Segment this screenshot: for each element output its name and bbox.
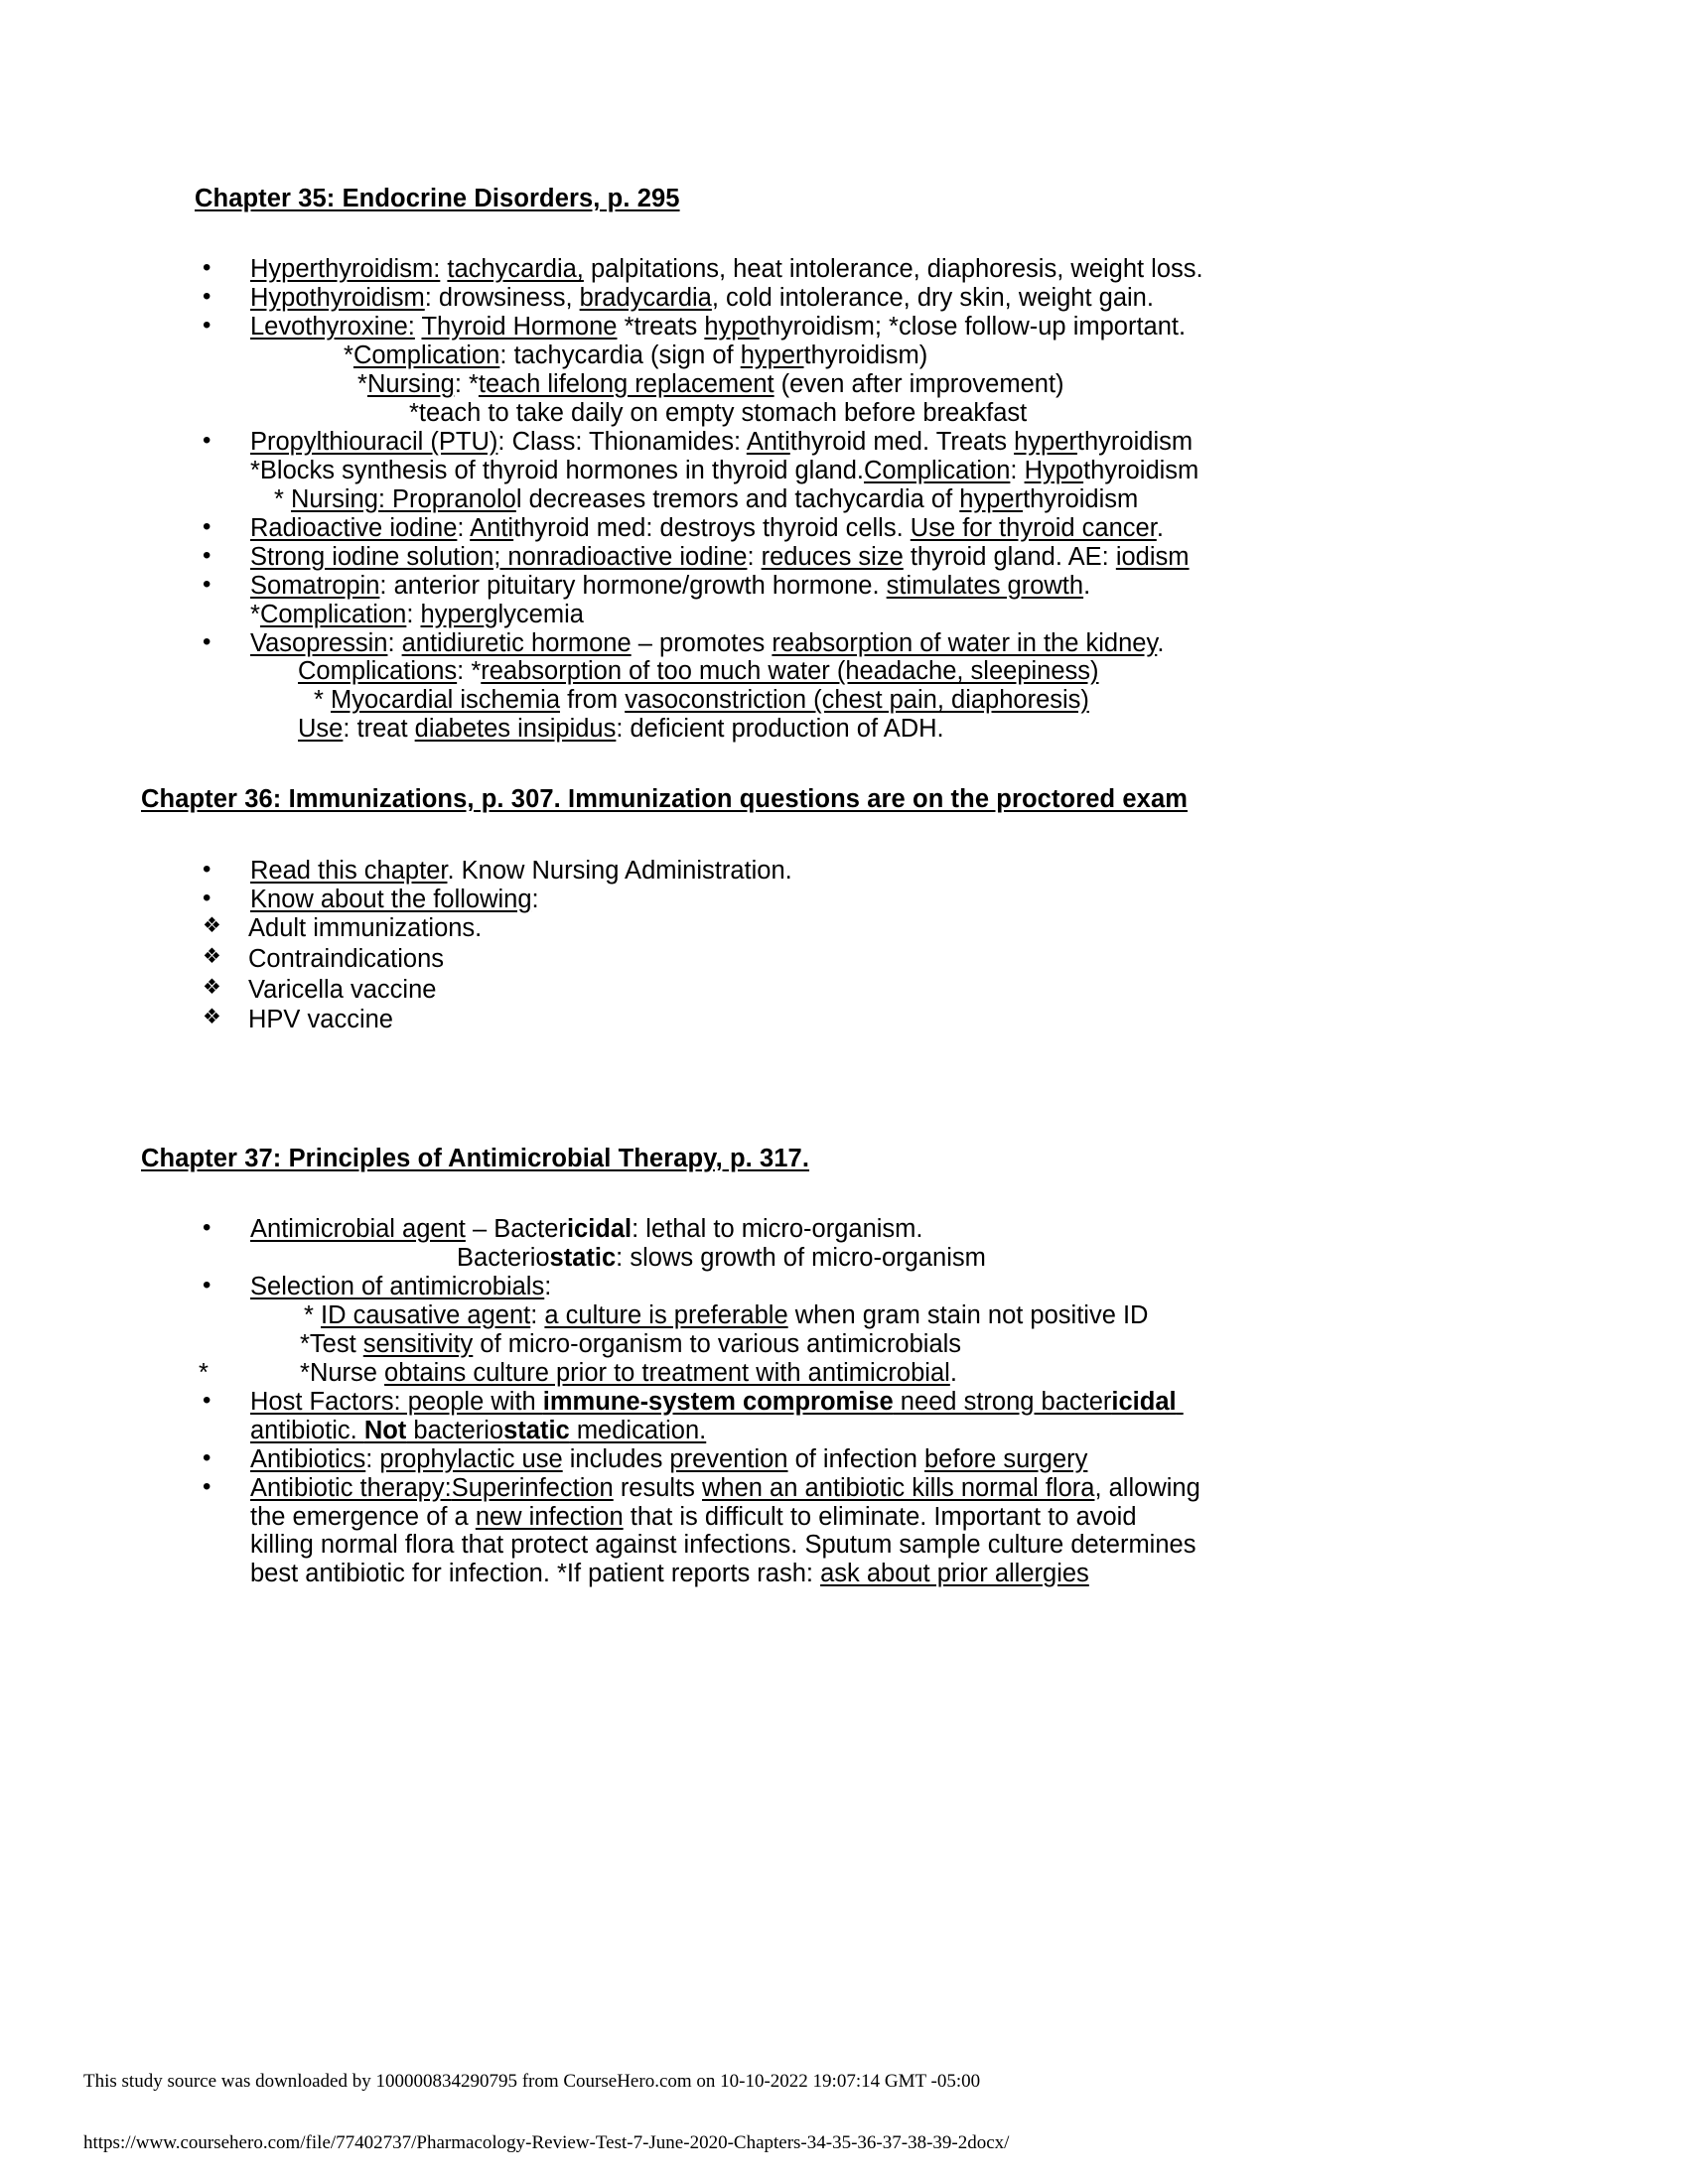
therapy-line2-b: that is difficult to eliminate. Important to avoid <box>623 1502 1137 1531</box>
ptu-complication-label: Complication <box>863 456 1011 484</box>
list-item-know-following <box>195 886 1505 914</box>
host-mid: need strong bacter <box>893 1387 1112 1416</box>
list-item-host-factors <box>195 1388 1505 1445</box>
vasopressin-complications-line <box>195 657 1505 686</box>
chapter-36-heading-block <box>141 785 1505 814</box>
test-sensitivity-line <box>195 1330 1505 1359</box>
ask-prior-allergies: ask about prior allergies <box>820 1560 1089 1588</box>
asterisk: * <box>344 341 353 370</box>
know-following-label: Know about the following <box>250 885 532 913</box>
complication-text: : tachycardia (sign of <box>499 341 741 370</box>
spacer <box>195 1035 1505 1145</box>
therapy-when-text: when an antibiotic kills normal flora <box>702 1473 1095 1502</box>
vaso-use-label: Use <box>298 715 344 744</box>
levothyroxine-class: Thyroid Hormone <box>421 313 618 341</box>
hyperthyroidism-label: Hyperthyroidism: <box>250 255 441 284</box>
vasopressin-use-line <box>195 715 1505 744</box>
sub-item-label: Varicella vaccine <box>248 975 437 1004</box>
nurse-star: * <box>300 1358 310 1387</box>
strong-iodine-reduces: reduces size <box>761 542 904 571</box>
agent-rest: : lethal to micro-organism. <box>632 1215 923 1244</box>
prophylactic-use: prophylactic use <box>379 1444 563 1473</box>
hypothyroidism-symptom: bradycardia <box>579 284 712 313</box>
vasopressin-text: – promotes <box>631 628 773 657</box>
list-item-antimicrobial-agent <box>195 1215 1505 1273</box>
antibiotics-includes: includes <box>562 1444 670 1473</box>
antibiotics-mid: : <box>365 1444 380 1473</box>
host-line2-b: bacterio <box>406 1416 504 1444</box>
somatropin-stimulates: stimulates growth <box>886 571 1084 600</box>
vaso-complications-mid: : * <box>457 657 482 686</box>
ptu-nursing-end: thyroidism <box>1023 484 1139 513</box>
spacer <box>195 213 1505 255</box>
new-infection-text: new infection <box>475 1502 624 1531</box>
nurse-obtains-culture-line <box>195 1359 1505 1388</box>
sub-item-label: HPV vaccine <box>248 1006 393 1034</box>
ptu-label: Propylthiouracil (PTU) <box>250 427 498 456</box>
vasopressin-label: Vasopressin <box>250 628 388 657</box>
chapter-37-heading: Chapter 37: Principles of Antimicrobial Therapy, p. 317. <box>141 1144 810 1172</box>
list-item-radioactive-iodine <box>195 514 1505 543</box>
somatropin-end: . <box>1083 571 1091 600</box>
myocardial-from: from <box>560 686 626 715</box>
hyperthyroidism-rest: palpitations, heat intolerance, diaphoresis, weight loss. <box>583 255 1203 284</box>
therapy-line3: killing normal flora that protect against infections. Sputum sample culture determines <box>250 1531 1196 1560</box>
id-culture-text: a culture is preferable <box>544 1300 788 1329</box>
list-item-somatropin <box>195 572 1505 629</box>
ptu-complication-mid: : <box>1010 456 1025 484</box>
chapter-37-bullet-list <box>195 1215 1505 1301</box>
superinfection-label: Superinfection <box>451 1473 614 1502</box>
list-item-hyperthyroidism <box>195 255 1505 284</box>
test-star: *Test <box>300 1329 363 1358</box>
id-causative-agent-line <box>195 1301 1505 1330</box>
radioactive-anti: Anti <box>470 513 514 542</box>
ptu-end: thyroidism <box>1076 427 1194 456</box>
radioactive-use: Use for thyroid cancer <box>910 513 1157 542</box>
ptu-class: : Class: Thionamides: <box>497 427 747 456</box>
ptu-anti: Anti <box>746 427 790 456</box>
therapy-line2 <box>250 1503 1505 1532</box>
nurse-obtains-text: obtains culture prior to treatment with antimicrobial <box>384 1358 950 1387</box>
list-item <box>195 913 1505 944</box>
vasopressin-myocardial-line <box>195 686 1505 715</box>
spacer <box>195 1173 1505 1215</box>
levothyroxine-treats: *treats <box>617 313 705 341</box>
therapy-line4 <box>250 1560 1505 1588</box>
levothyroxine-rest: thyroidism; *close follow-up important. <box>759 313 1187 341</box>
nursing-label: Nursing <box>366 370 455 399</box>
ptu-nursing-text: l decreases tremors and tachycardia of <box>515 484 960 513</box>
bacterio-rest: : slows growth of micro-organism <box>616 1244 986 1273</box>
levothyroxine-teach-daily-line: *teach to take daily on empty stomach before breakfast <box>409 399 1028 427</box>
somatropin-complication-end: glycemia <box>484 600 584 628</box>
therapy-line2-a: the emergence of a <box>250 1502 476 1531</box>
host-factors-label: Host Factors: people with <box>250 1387 543 1416</box>
radioactive-text: thyroid med: destroys thyroid cells. <box>513 513 911 542</box>
antibiotic-therapy-label: Antibiotic therapy: <box>250 1473 452 1502</box>
strong-iodine-text: thyroid gland. AE: <box>903 542 1116 571</box>
therapy-results: results <box>613 1473 703 1502</box>
chapter-35-heading-block <box>195 185 1505 213</box>
selection-label: Selection of antimicrobials <box>250 1273 545 1300</box>
document-content <box>141 185 1505 1588</box>
footer-credit-text: This study source was downloaded by 100000834290795 from CourseHero.com on 10-10-2022 19:07:14 GMT -05:00 <box>83 2071 981 2092</box>
somatropin-complication-mid: : <box>406 600 421 628</box>
list-item-read-chapter <box>195 857 1505 886</box>
host-not: Not <box>363 1416 407 1444</box>
nursing-mid: : * <box>454 370 479 399</box>
list-item-antibiotics <box>195 1445 1505 1474</box>
chapter-35-bullet-list-2 <box>195 428 1505 485</box>
levothyroxine-hypo: hypo <box>704 313 760 341</box>
list-item <box>195 975 1505 1006</box>
levothyroxine-complication-line <box>195 341 1505 370</box>
somatropin-complication-hyper: hyper <box>420 600 485 628</box>
hyperthyroidism-symptom: tachycardia, <box>447 255 584 284</box>
ptu-nursing-hyper: hyper <box>959 484 1024 513</box>
prevention-text: prevention <box>669 1444 788 1473</box>
host-line2-a: antibiotic. <box>250 1416 364 1444</box>
know-following-rest: : <box>531 885 539 913</box>
complication-end: thyroidism) <box>803 341 928 370</box>
strong-iodine-ae: iodism <box>1115 542 1190 571</box>
nurse-text: Nurse <box>309 1358 385 1387</box>
therapy-line4-a: best antibiotic for infection. *If patient reports rash: <box>250 1560 821 1588</box>
myocardial-ischemia: Myocardial ischemia <box>331 686 561 715</box>
radioactive-label: Radioactive iodine <box>250 513 458 542</box>
immune-system-compromise: immune-system compromise <box>542 1387 894 1416</box>
somatropin-complication-label: Complication <box>259 600 407 628</box>
therapy-allowing: , allowing <box>1094 1473 1200 1502</box>
antimicrobial-agent-label: Antimicrobial agent <box>250 1215 466 1244</box>
host-factors-line2 <box>250 1417 1505 1445</box>
selection-rest: : <box>544 1273 552 1300</box>
antibiotics-label: Antibiotics <box>250 1444 366 1473</box>
chapter-37-heading-block <box>141 1145 1505 1173</box>
nurse-end: . <box>949 1358 957 1387</box>
list-item-strong-iodine <box>195 543 1505 572</box>
ptu-complication-hypo: Hypo <box>1024 456 1084 484</box>
complication-label: Complication <box>352 341 500 370</box>
hypothyroidism-rest: , cold intolerance, dry skin, weight gain. <box>711 284 1154 313</box>
strong-iodine-mid: : <box>747 542 762 571</box>
read-chapter-rest: . Know Nursing Administration. <box>447 856 792 885</box>
agent-dash: – Bacter <box>465 1215 567 1244</box>
spacer <box>195 744 1505 785</box>
somatropin-complication-line <box>250 601 1505 629</box>
levothyroxine-nursing-line <box>195 370 1505 399</box>
antibiotics-of: of infection <box>787 1444 924 1473</box>
vaso-use-mid: : treat <box>343 715 415 744</box>
list-item-levothyroxine <box>195 313 1505 341</box>
spacer <box>195 815 1505 857</box>
list-item-ptu <box>195 428 1505 485</box>
ptu-nursing-drug: Propranolo <box>384 484 516 513</box>
id-causative-label: ID causative agent <box>321 1300 531 1329</box>
bacterio-static: static <box>549 1244 617 1273</box>
ptu-mid: thyroid med. Treats <box>789 427 1015 456</box>
ptu-nursing-label: Nursing: <box>291 484 385 513</box>
list-item-antibiotic-therapy <box>195 1474 1505 1589</box>
list-item-vasopressin <box>195 629 1505 658</box>
ptu-blocks-line <box>250 457 1505 485</box>
vasopressin-reabsorption: reabsorption of water in the kidney <box>772 628 1158 657</box>
strong-iodine-label: Strong iodine solution; nonradioactive iodine <box>250 542 748 571</box>
somatropin-text: : anterior pituitary hormone/growth hormone. <box>379 571 887 600</box>
list-item-selection <box>195 1273 1505 1301</box>
hypothyroidism-label: Hypothyroidism <box>250 284 425 313</box>
asterisk: * <box>357 370 367 399</box>
host-line2-c: medication. <box>569 1416 707 1444</box>
sub-item-label: Adult immunizations. <box>248 914 483 943</box>
chapter-35-heading: Chapter 35: Endocrine Disorders, p. 295 <box>195 185 680 212</box>
bacterio-prefix: Bacterio <box>457 1244 550 1273</box>
host-cidal: icidal <box>1111 1387 1177 1416</box>
chapter-36-sub-list <box>195 913 1505 1034</box>
sensitivity-label: sensitivity <box>362 1329 474 1358</box>
ptu-blocks-text: *Blocks synthesis of thyroid hormones in thyroid gland. <box>250 456 864 484</box>
asterisk: * <box>250 600 260 628</box>
list-item <box>195 1005 1505 1035</box>
leading-asterisk: * <box>199 1358 209 1387</box>
agent-cidal: icidal <box>566 1215 633 1244</box>
chapter-35-bullet-list-3 <box>195 514 1505 658</box>
chapter-37-bullet-list-2 <box>195 1388 1505 1589</box>
before-surgery: before surgery <box>924 1444 1088 1473</box>
chapter-35-bullet-list <box>195 255 1505 341</box>
ptu-complication-end: thyroidism <box>1083 456 1199 484</box>
footer-url-text: https://www.coursehero.com/file/77402737/Pharmacology-Review-Test-7-June-2020-Chapters-34-35-36-37-38-39-2docx/ <box>83 2132 1010 2153</box>
hypothyroidism-a: : drowsiness, <box>424 284 580 313</box>
vaso-complications-label: Complications <box>298 657 458 686</box>
ptu-nursing-line <box>195 485 1505 514</box>
vasoconstriction-text: vasoconstriction (chest pain, diaphoresis) <box>625 686 1089 715</box>
radioactive-mid: : <box>457 513 471 542</box>
diabetes-insipidus: diabetes insipidus <box>414 715 617 744</box>
list-item-hypothyroidism <box>195 284 1505 313</box>
asterisk: * <box>274 484 292 513</box>
test-rest: of micro-organism to various antimicrobials <box>473 1329 962 1358</box>
radioactive-end: . <box>1156 513 1164 542</box>
somatropin-label: Somatropin <box>250 571 380 600</box>
levothyroxine-label: Levothyroxine: <box>250 313 415 341</box>
asterisk: * <box>304 1300 322 1329</box>
complication-hyper: hyper <box>740 341 804 370</box>
chapter-36-bullet-list <box>195 857 1505 914</box>
bacteriostatic-line <box>250 1244 1505 1273</box>
list-item <box>195 944 1505 975</box>
read-chapter-label: Read this chapter <box>250 856 448 885</box>
vaso-use-end: : deficient production of ADH. <box>616 715 944 744</box>
vasopressin-end: . <box>1157 628 1165 657</box>
id-rest: when gram stain not positive ID <box>787 1300 1149 1329</box>
chapter-36-heading: Chapter 36: Immunizations, p. 307. Immunization questions are on the proctored exam <box>141 785 1188 814</box>
vaso-complications-text: reabsorption of too much water (headache, sleepiness) <box>481 657 1099 686</box>
id-mid: : <box>530 1300 545 1329</box>
host-static: static <box>503 1416 570 1444</box>
vasopressin-adh: antidiuretic hormone <box>401 628 632 657</box>
nursing-teach: teach lifelong replacement <box>478 370 774 399</box>
vasopressin-mid: : <box>387 628 402 657</box>
asterisk: * <box>314 686 332 715</box>
ptu-hyper: hyper <box>1014 427 1077 456</box>
nursing-end: (even after improvement) <box>774 370 1064 399</box>
sub-item-label: Contraindications <box>248 945 445 974</box>
